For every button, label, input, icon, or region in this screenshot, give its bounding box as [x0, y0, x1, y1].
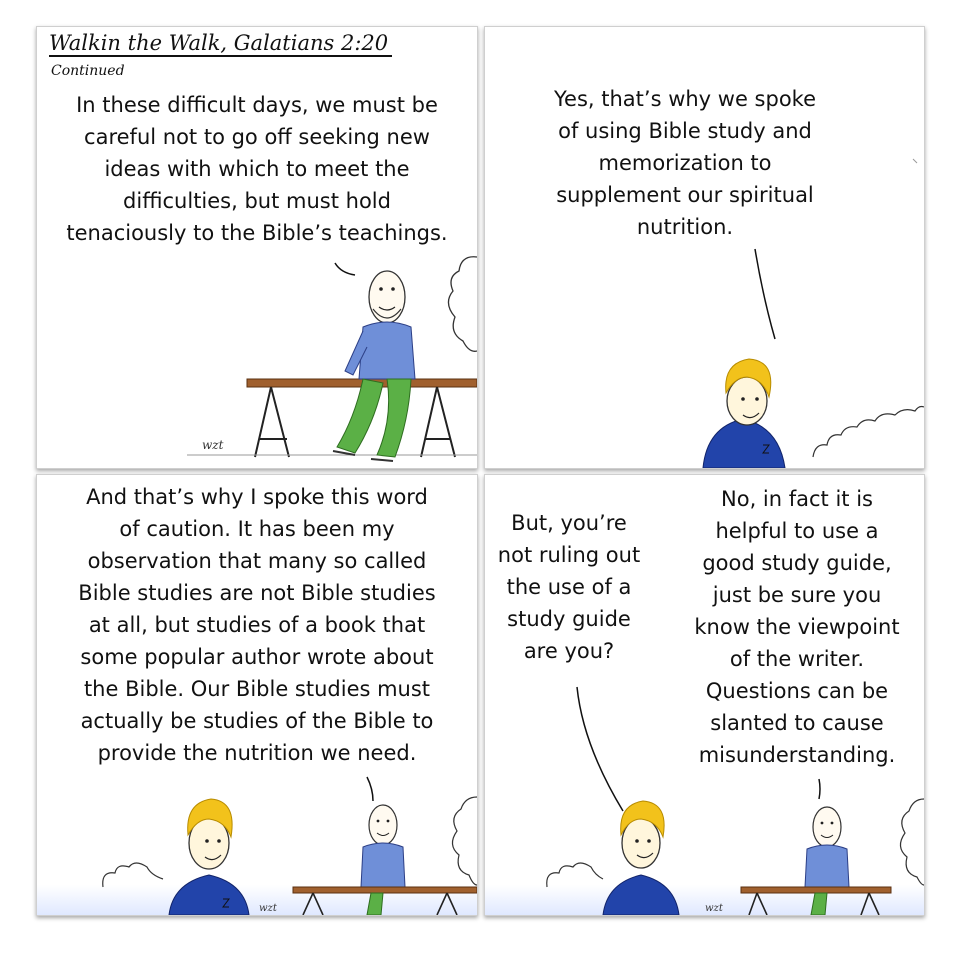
- comic-panel-4: [484, 474, 925, 916]
- panel-2-illustration: [485, 27, 924, 468]
- comic-panel-1: [36, 26, 478, 469]
- signature-text: wzt: [202, 438, 224, 452]
- comic-panel-2: [484, 26, 925, 469]
- signature-text: wzt: [705, 903, 723, 914]
- panel-4-illustration: [485, 475, 924, 915]
- panel-3-illustration: [37, 475, 477, 915]
- speech-text-young-man: But, you’re not ruling out the use of a study guide are you?: [497, 511, 641, 663]
- comic-panel-3: [36, 474, 478, 916]
- panel-1-illustration: [37, 27, 477, 468]
- comic-title: Walkin the Walk, Galatians 2:20: [49, 31, 392, 57]
- comic-subtitle: Continued: [51, 63, 125, 79]
- speech-text-old-man: No, in fact it is helpful to use a good study guide, just be sure you know the viewpoint of the writer. Questions can be slanted to cause misunderstanding.: [694, 487, 900, 767]
- speech-text-old-man: And that’s why I spoke this word of caution. It has been my observation that many so called Bible studies are not Bible studies at all, but studies of a book that some popular author wrote about the Bible. Our Bible studies must actually be studies of the Bible to provide the nutrition we need.: [78, 485, 436, 765]
- signature-text: wzt: [259, 903, 277, 914]
- speech-text-old-man: In these difficult days, we must be careful not to go off seeking new ideas with which to meet the difficulties, but must hold tenaciously to the Bible’s teachings.: [66, 93, 448, 245]
- speech-text-young-man: Yes, that’s why we spoke of using Bible study and memorization to supplement our spiritual nutrition.: [554, 87, 816, 239]
